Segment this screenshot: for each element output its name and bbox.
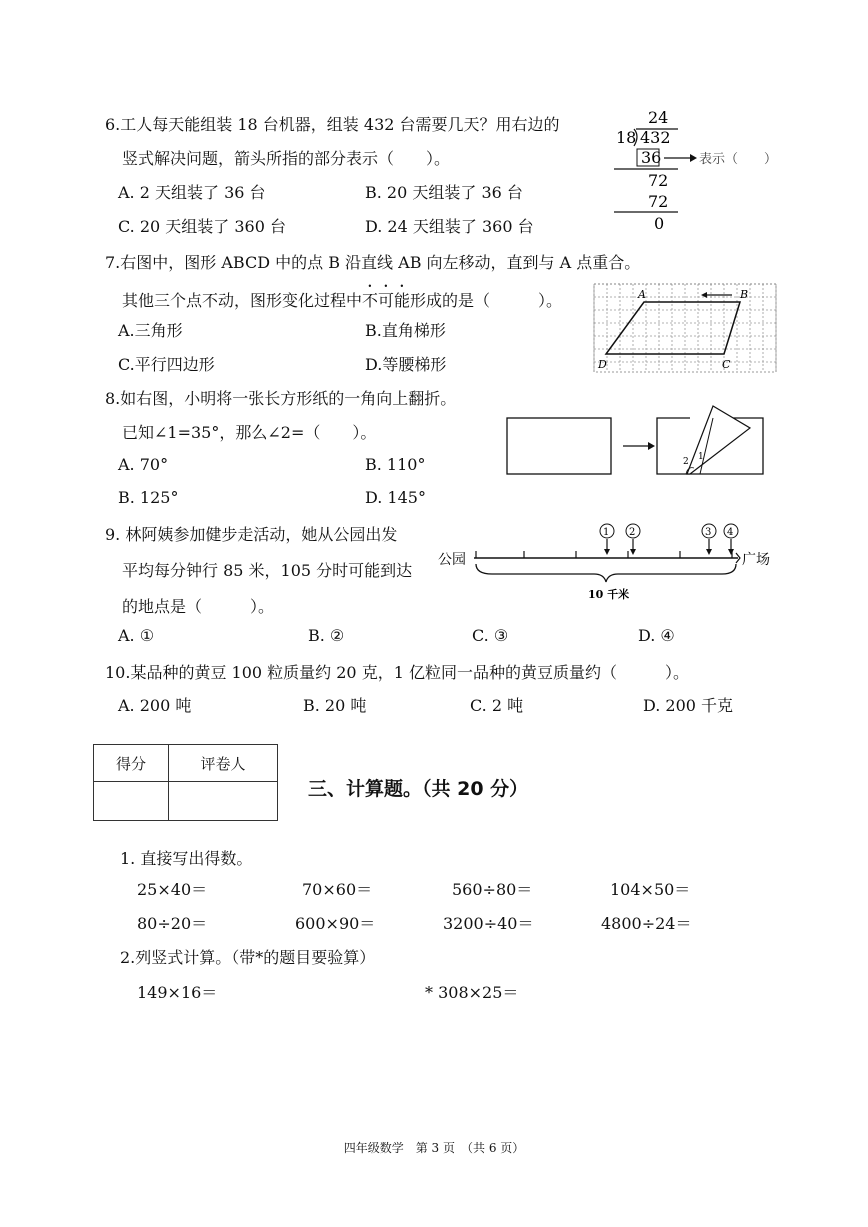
q10-option-d: D. 200 千克 xyxy=(643,696,734,715)
calc-r1-2: 70×60＝ xyxy=(302,880,373,899)
calc-sub2: 2.列竖式计算。（带*的题目要验算） xyxy=(120,948,376,967)
score-header: 得分 xyxy=(94,745,169,782)
point-c-label: C xyxy=(722,358,731,371)
division-divisor: 18 xyxy=(616,128,637,147)
svg-text:2: 2 xyxy=(629,527,636,538)
grader-header: 评卷人 xyxy=(169,745,278,782)
q7-option-d: D.等腰梯形 xyxy=(365,355,447,374)
q9-line1: 9. 林阿姨参加健步走活动，她从公园出发 xyxy=(105,525,398,544)
vertical-calc-1: 149×16＝ xyxy=(137,983,218,1002)
q9-line2: 平均每分钟行 85 米，105 分时可能到达 xyxy=(122,561,413,580)
svg-text:3: 3 xyxy=(705,527,712,538)
q8-line1: 8.如右图，小明将一张长方形纸的一角向上翻折。 xyxy=(105,389,457,408)
q7-line2 xyxy=(122,282,562,311)
q6-option-d: D. 24 天组装了 360 台 xyxy=(365,217,534,236)
svg-text:1: 1 xyxy=(603,527,610,538)
division-remainder: 0 xyxy=(654,214,665,233)
q8-option-d: D. 145° xyxy=(365,488,426,507)
q6-option-b: B. 20 天组装了 36 台 xyxy=(365,183,523,202)
q6-line2: 竖式解决问题，箭头所指的部分表示（ ）。 xyxy=(122,149,451,168)
q6-option-a: A. 2 天组装了 36 台 xyxy=(118,183,266,202)
marker-4 xyxy=(724,524,738,555)
division-step3: 72 xyxy=(648,192,669,211)
division-dividend: 432 xyxy=(640,128,671,147)
q9-option-d: D. ④ xyxy=(638,626,675,645)
q7-option-a: A.三角形 xyxy=(118,321,183,340)
q8-line2: 已知∠1=35°，那么∠2=（ ）。 xyxy=(122,423,377,442)
marker-1 xyxy=(600,524,614,555)
route-end-label: 广场 xyxy=(742,552,770,568)
q6-option-c: C. 20 天组装了 360 台 xyxy=(118,217,287,236)
q8-option-b: B. 110° xyxy=(365,455,426,474)
calc-r2-4: 4800÷24＝ xyxy=(601,914,692,933)
angle-2-label: 2 xyxy=(683,457,689,467)
q9-option-c: C. ③ xyxy=(472,626,509,645)
score-table xyxy=(93,744,278,821)
division-quotient: 24 xyxy=(648,108,669,127)
q7-grid-figure xyxy=(592,282,780,374)
vertical-calc-2: * 308×25＝ xyxy=(425,983,519,1002)
q7-option-b: B.直角梯形 xyxy=(365,321,446,340)
calc-r2-3: 3200÷40＝ xyxy=(443,914,534,933)
q9-option-a: A. ① xyxy=(118,626,155,645)
q7-line2-pre: 其他三个点不动，图形变化过程中 xyxy=(122,291,363,310)
point-b-label: B xyxy=(740,288,749,301)
marker-3 xyxy=(702,524,716,555)
page-footer: 四年级数学 第 3 页 （共 6 页） xyxy=(343,1141,525,1155)
q6-line1: 6.工人每天能组装 18 台机器，组装 432 台需要几天？用右边的 xyxy=(105,115,560,134)
calc-r2-2: 600×90＝ xyxy=(295,914,376,933)
q10-option-a: A. 200 吨 xyxy=(118,696,192,715)
point-a-label: A xyxy=(638,288,646,301)
q7-line2-emphasis: 不可能 xyxy=(362,291,411,310)
grader-cell[interactable] xyxy=(169,782,278,821)
q8-option-a: A. 70° xyxy=(118,455,169,474)
paper-rectangle xyxy=(507,418,611,474)
q9-line3: 的地点是（ ）。 xyxy=(122,597,275,616)
calc-r1-1: 25×40＝ xyxy=(137,880,208,899)
calc-sub1: 1. 直接写出得数。 xyxy=(120,849,253,868)
long-division-figure xyxy=(600,106,800,236)
division-step1: 36 xyxy=(641,148,662,167)
route-start-label: 公园 xyxy=(438,552,466,568)
section-3-title: 三、计算题。（共 20 分） xyxy=(308,778,529,800)
point-d-label: D xyxy=(598,358,607,371)
svg-text:4: 4 xyxy=(727,527,734,538)
q10-option-c: C. 2 吨 xyxy=(470,696,524,715)
q9-route-figure xyxy=(436,518,786,606)
q8-fold-figure xyxy=(500,400,770,482)
division-step2: 72 xyxy=(648,171,669,190)
marker-2 xyxy=(626,524,640,555)
calc-r2-1: 80÷20＝ xyxy=(137,914,208,933)
q7-line1: 7.右图中，图形 ABCD 中的点 B 沿直线 AB 向左移动，直到与 A 点重合。 xyxy=(105,253,641,272)
q9-option-b: B. ② xyxy=(308,626,345,645)
score-cell[interactable] xyxy=(94,782,169,821)
calc-r1-4: 104×50＝ xyxy=(610,880,691,899)
angle-1-label: 1 xyxy=(698,452,704,462)
q7-line2-post: 形成的是（ ）。 xyxy=(410,291,563,310)
q8-option-c: B. 125° xyxy=(118,488,179,507)
calc-r1-3: 560÷80＝ xyxy=(452,880,533,899)
distance-brace xyxy=(476,564,736,582)
division-arrow-label: 表示（ ） xyxy=(699,152,778,167)
route-distance-label: 10 千米 xyxy=(588,588,630,601)
q10-option-b: B. 20 吨 xyxy=(303,696,367,715)
q10-line1: 10.某品种的黄豆 100 粒质量约 20 克，1 亿粒同一品种的黄豆质量约（ ）。 xyxy=(105,663,689,682)
q7-option-c: C.平行四边形 xyxy=(118,355,215,374)
